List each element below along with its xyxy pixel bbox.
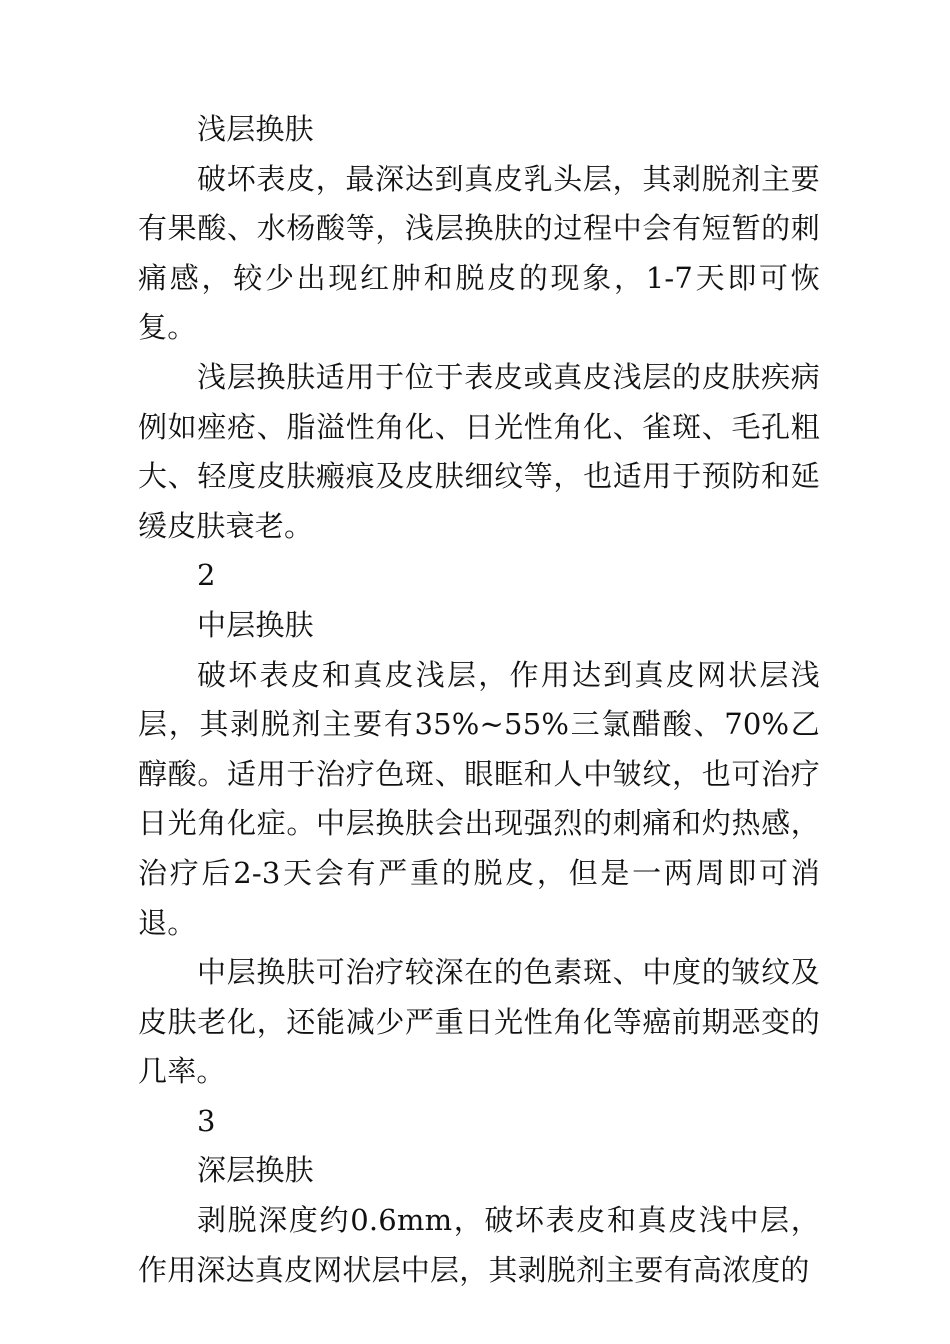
document-page <box>138 105 820 1295</box>
section-heading-superficial-peel: 浅层换肤 <box>197 112 314 146</box>
paragraph-medium-indications: 中层换肤可治疗较深在的色素斑、中度的皱纹及皮肤老化，还能减少严重日光性角化等癌前期恶变的几率。 <box>138 955 820 1089</box>
paragraph-superficial-description: 破坏表皮，最深达到真皮乳头层，其剥脱剂主要有果酸、水杨酸等，浅层换肤的过程中会有短暂的刺痛感，较少出现红肿和脱皮的现象，1-7天即可恢复。 <box>138 161 820 345</box>
section-heading-medium-peel: 中层换肤 <box>197 607 314 642</box>
paragraph-superficial-indications: 浅层换肤适用于位于表皮或真皮浅层的皮肤疾病例如痤疮、脂溢性角化、日光性角化、雀斑、毛孔粗大、轻度皮肤瘢痕及皮肤细纹等，也适用于预防和延缓皮肤衰老。 <box>138 359 820 543</box>
section-number-3: 3 <box>197 1103 216 1138</box>
section-number-2: 2 <box>197 558 216 593</box>
paragraph-medium-description: 破坏表皮和真皮浅层，作用达到真皮网状层浅层，其剥脱剂主要有35%~55%三氯醋酸、70%乙醇酸。适用于治疗色斑、眼眶和人中皱纹，也可治疗日光角化症。中层换肤会出现强烈的刺痛和灼热感，治疗后2-3天会有严重的脱皮，但是一两周即可消退。 <box>138 657 820 940</box>
paragraph-deep-description: 剥脱深度约0.6mm，破坏表皮和真皮浅中层，作用深达真皮网状层中层，其剥脱剂主要有高浓度的 <box>138 1203 820 1287</box>
section-heading-deep-peel: 深层换肤 <box>197 1153 314 1188</box>
